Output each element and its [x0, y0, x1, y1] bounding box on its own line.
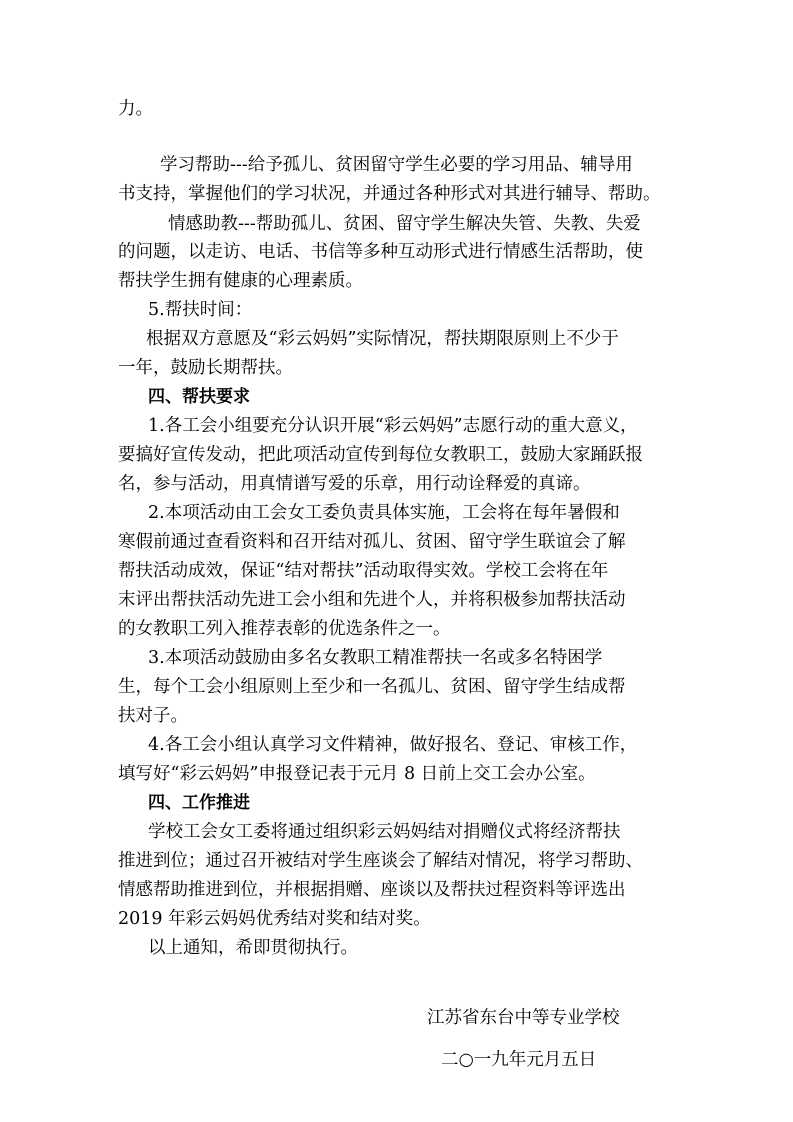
paragraph-line: 力。: [118, 99, 153, 119]
paragraph-line: 推进到位；通过召开被结对学生座谈会了解结对情况，将学习帮助、: [118, 851, 643, 871]
paragraph-line: 情感帮助推进到位，并根据捐赠、座谈以及帮扶过程资料等评选出: [118, 880, 626, 900]
paragraph-line: 情感助教---帮助孤儿、贫困、留守学生解决失管、失教、失爱: [168, 214, 641, 234]
paragraph-line: 寒假前通过查看资料和召开结对孤儿、贫困、留守学生联谊会了解: [118, 532, 626, 552]
paragraph-line: 帮扶学生拥有健康的心理素质。: [118, 271, 363, 291]
paragraph-line: 学校工会女工委将通过组织彩云妈妈结对捐赠仪式将经济帮扶: [148, 822, 621, 842]
paragraph-line: 4.各工会小组认真学习文件精神，做好报名、登记、审核工作，: [148, 735, 638, 755]
paragraph-line: 要搞好宣传发动，把此项活动宣传到每位女教职工，鼓励大家踊跃报: [118, 445, 643, 465]
paragraph-line: 末评出帮扶活动先进工会小组和先进个人，并将积极参加帮扶活动: [118, 590, 626, 610]
paragraph-line: 帮扶活动成效，保证“结对帮扶”活动取得实效。学校工会将在年: [118, 561, 609, 581]
paragraph-line: 填写好“彩云妈妈”申报登记表于元月 8 日前上交工会办公室。: [118, 764, 596, 784]
paragraph-line: 2019 年彩云妈妈优秀结对奖和结对奖。: [118, 909, 431, 929]
paragraph-line: 书支持，掌握他们的学习状况，并通过各种形式对其进行辅导、帮助。: [118, 184, 661, 204]
paragraph-line: 扶对子。: [118, 706, 188, 726]
paragraph-line: 的问题，以走访、电话、书信等多种互动形式进行情感生活帮助，使: [118, 242, 643, 262]
paragraph-line: 以上通知，希即贯彻执行。: [148, 938, 358, 958]
signature-school: 江苏省东台中等专业学校: [427, 1008, 620, 1028]
paragraph-line: 根据双方意愿及“彩云妈妈”实际情况，帮扶期限原则上不少于: [146, 329, 619, 349]
section-heading: 四、工作推进: [148, 793, 250, 813]
paragraph-line: 3.本项活动鼓励由多名女教职工精准帮扶一名或多名特困学: [148, 648, 603, 668]
paragraph-line: 的女教职工列入推荐表彰的优选条件之一。: [118, 619, 451, 639]
paragraph-line: 2.本项活动由工会女工委负责具体实施，工会将在每年暑假和: [148, 503, 620, 523]
paragraph-line: 学习帮助---给予孤儿、贫困留守学生必要的学习用品、辅导用: [160, 155, 633, 175]
paragraph-line: 一年，鼓励长期帮扶。: [118, 358, 293, 378]
paragraph-line: 1.各工会小组要充分认识开展“彩云妈妈”志愿行动的重大意义，: [148, 416, 638, 436]
section-heading: 四、帮扶要求: [148, 387, 250, 407]
paragraph-line: 生，每个工会小组原则上至少和一名孤儿、贫困、留守学生结成帮: [118, 677, 626, 697]
section-heading: 5.帮扶时间：: [148, 300, 253, 320]
signature-date: 二○一九年元月五日: [441, 1050, 597, 1070]
paragraph-line: 名，参与活动，用真情谱写爱的乐章，用行动诠释爱的真谛。: [118, 474, 591, 494]
